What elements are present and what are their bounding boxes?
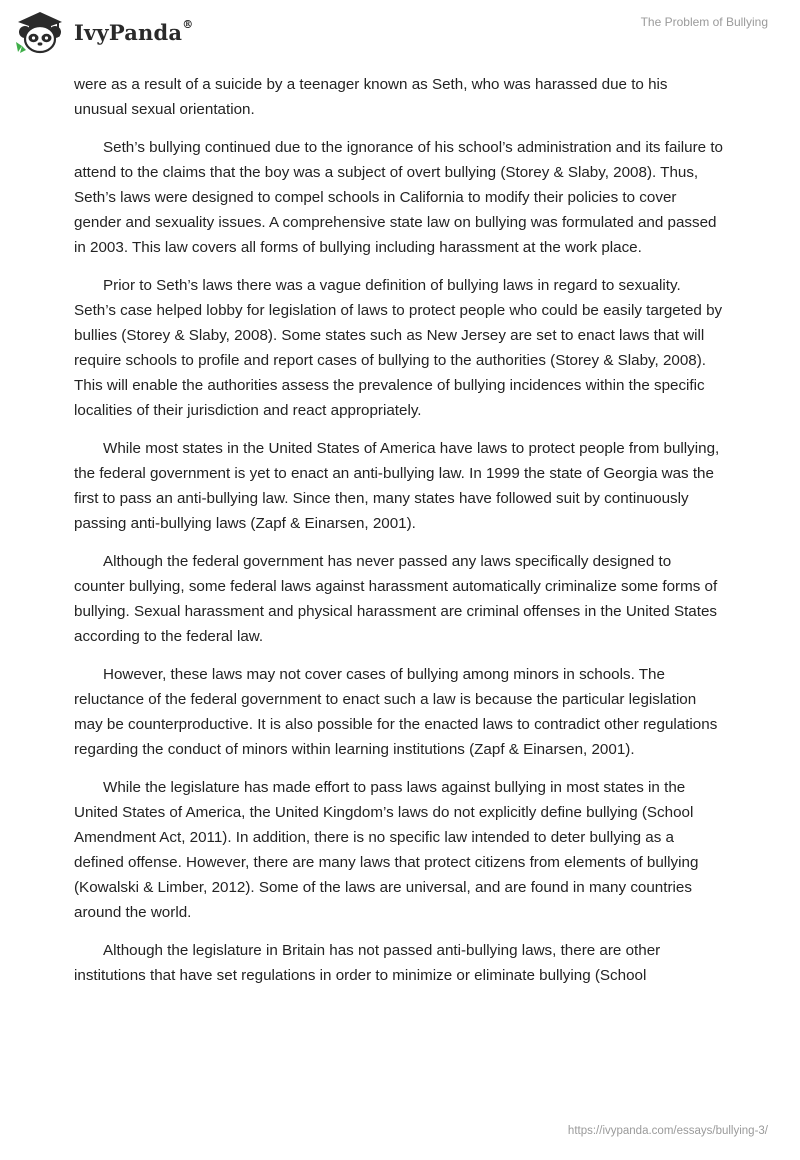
- ivypanda-logo[interactable]: [14, 10, 193, 54]
- logo-text: IvyPanda®: [74, 17, 194, 45]
- paragraph: Seth’s bullying continued due to the ignorance of his school’s administration and its failure to attend to the claims that the boy was a subject of overt bullying (Storey & Slaby, 2008). Thus, Seth’s laws were designed to compel schools in California to modify their policies to cover gender and sexuality issues. A comprehensive state law on bullying was formulated and passed in 2003. This law covers all forms of bullying including harassment at the work place.: [74, 139, 723, 256]
- source-url[interactable]: https://ivypanda.com/essays/bullying-3/: [567, 1125, 768, 1137]
- panda-graduate-icon: [14, 10, 66, 54]
- paragraph: However, these laws may not cover cases of bullying among minors in schools. The reluctance of the federal government to enact such a law is because the particular legislation may be counterproductive. It is also possible for the enacted laws to contradict other regulations regarding the conduct of minors within learning institutions (Zapf & Einarsen, 2001).: [74, 666, 718, 758]
- paragraph: Although the legislature in Britain has not passed anti-bullying laws, there are other institutions that have set regulations in order to minimize or eliminate bullying (School: [74, 942, 661, 984]
- paragraph: While the legislature has made effort to pass laws against bullying in most states in the United States of America, the United Kingdom’s laws do not explicitly define bullying (School Amendment Act, 2011). In addition, there is no specific law intended to deter bullying as a defined offense. However, there are many laws that protect citizens from elements of bullying (Kowalski & Limber, 2012). Some of the laws are universal, and are found in many countries around the world.: [74, 779, 699, 921]
- document-title: The Problem of Bullying: [640, 15, 768, 29]
- paragraph: Prior to Seth’s laws there was a vague definition of bullying laws in regard to sexuality. Seth’s case helped lobby for legislation of laws to protect people who could be easily targeted by bullies (Storey & Slaby, 2008). Some states such as New Jersey are set to enact laws that will require schools to profile and report cases of bullying to the authorities (Storey & Slaby, 2008). This will enable the authorities assess the prevalence of bullying incidences within the specific localities of their jurisdiction and react appropriately.: [74, 277, 723, 419]
- paragraph: While most states in the United States of America have laws to protect people from bullying, the federal government is yet to enact an anti-bullying law. In 1999 the state of Georgia was the first to pass an anti-bullying law. Since then, many states have followed suit by continuously passing anti-bullying laws (Zapf & Einarsen, 2001).: [74, 440, 720, 532]
- paragraph: Although the federal government has never passed any laws specifically designed to counter bullying, some federal laws against harassment automatically criminalize some forms of bullying. Sexual harassment and physical harassment are criminal offenses in the United States according to the federal law.: [74, 553, 718, 645]
- essay-body: [74, 72, 724, 1001]
- paragraph: were as a result of a suicide by a teenager known as Seth, who was harassed due to his unusual sexual orientation.: [74, 76, 668, 118]
- page-header: [0, 0, 800, 66]
